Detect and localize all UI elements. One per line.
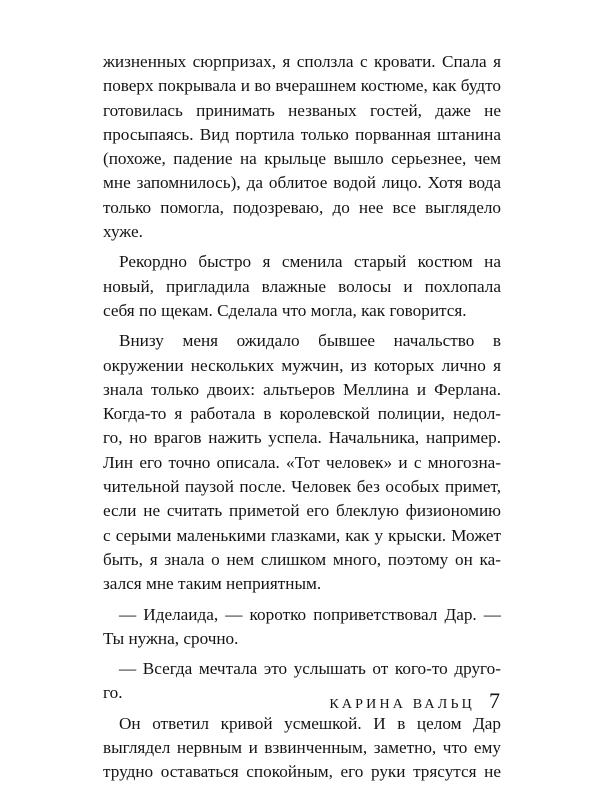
text-line: быть, я знала о нем слишком много, поэтому он ка- (103, 549, 501, 569)
text-line: знала только двоих: альтьеров Меллина и Ферлана. (103, 379, 501, 399)
paragraph-2 (103, 250, 501, 323)
text-line: чительной паузой после. Человек без особых примет, (103, 477, 501, 497)
running-footer-author: КАРИНА ВАЛЬЦ (329, 697, 475, 712)
paragraph-6 (103, 712, 501, 785)
text-line: (похоже, падение на крыльце вышло серьезнее, чем (103, 149, 501, 169)
text-line: Ты нужна, срочно. (103, 628, 239, 648)
text-line: поверх покрывала и во вчерашнем костюме, как будто (103, 76, 501, 96)
paragraph-4 (103, 603, 501, 652)
text-line: зался мне таким неприятным. (103, 574, 322, 594)
text-line: — Всегда мечтала это услышать от кого-то друго- (119, 659, 501, 679)
text-line: если не считать приметой его блеклую физиономию (103, 501, 501, 521)
body-text (103, 50, 501, 791)
text-line: окружении нескольких мужчин, из которых лично я (103, 355, 501, 375)
text-line: хуже. (103, 222, 143, 242)
text-line: — Иделаида, — коротко поприветствовал Дар. — (119, 604, 501, 624)
text-line: Лин его точно описала. «Тот человек» и с многозна- (103, 452, 501, 472)
text-line: готовилась принимать незваных гостей, даже не (103, 100, 501, 120)
text-line: го, но врагов нажить успела. Начальника, например. (103, 428, 501, 448)
text-line: выглядел нервным и взвинченным, заметно, что ему (103, 738, 501, 758)
text-line: го. (103, 683, 123, 703)
text-line: просыпаясь. Вид портила только порванная штанина (103, 124, 501, 144)
page-footer (329, 688, 500, 714)
page-number: 7 (489, 688, 500, 713)
text-line: себя по щекам. Сделала что могла, как говорится. (103, 300, 467, 320)
paragraph-3 (103, 329, 501, 596)
text-line: Рекордно быстро я сменила старый костюм на (119, 252, 501, 272)
text-line: Когда-то я работала в королевской полиции, недол- (103, 404, 501, 424)
text-line: жизненных сюрпризах, я сползла с кровати. Спала я (103, 52, 501, 71)
text-line: мне запомнилось), да облитое водой лицо. Хотя вода (103, 173, 501, 193)
text-line: Внизу меня ожидало бывшее начальство в (119, 331, 501, 351)
text-line: с серыми маленькими глазками, как у крыски. Может (103, 525, 501, 545)
paragraph-1 (103, 50, 501, 244)
text-line: новый, пригладила влажные волосы и похлопала (103, 276, 501, 296)
text-line: Он ответил кривой усмешкой. И в целом Дар (119, 713, 501, 733)
text-line: только помогла, подозреваю, до нее все выглядело (103, 197, 501, 217)
text-line: трудно оставаться спокойным, его руки трясутся не (103, 762, 501, 782)
